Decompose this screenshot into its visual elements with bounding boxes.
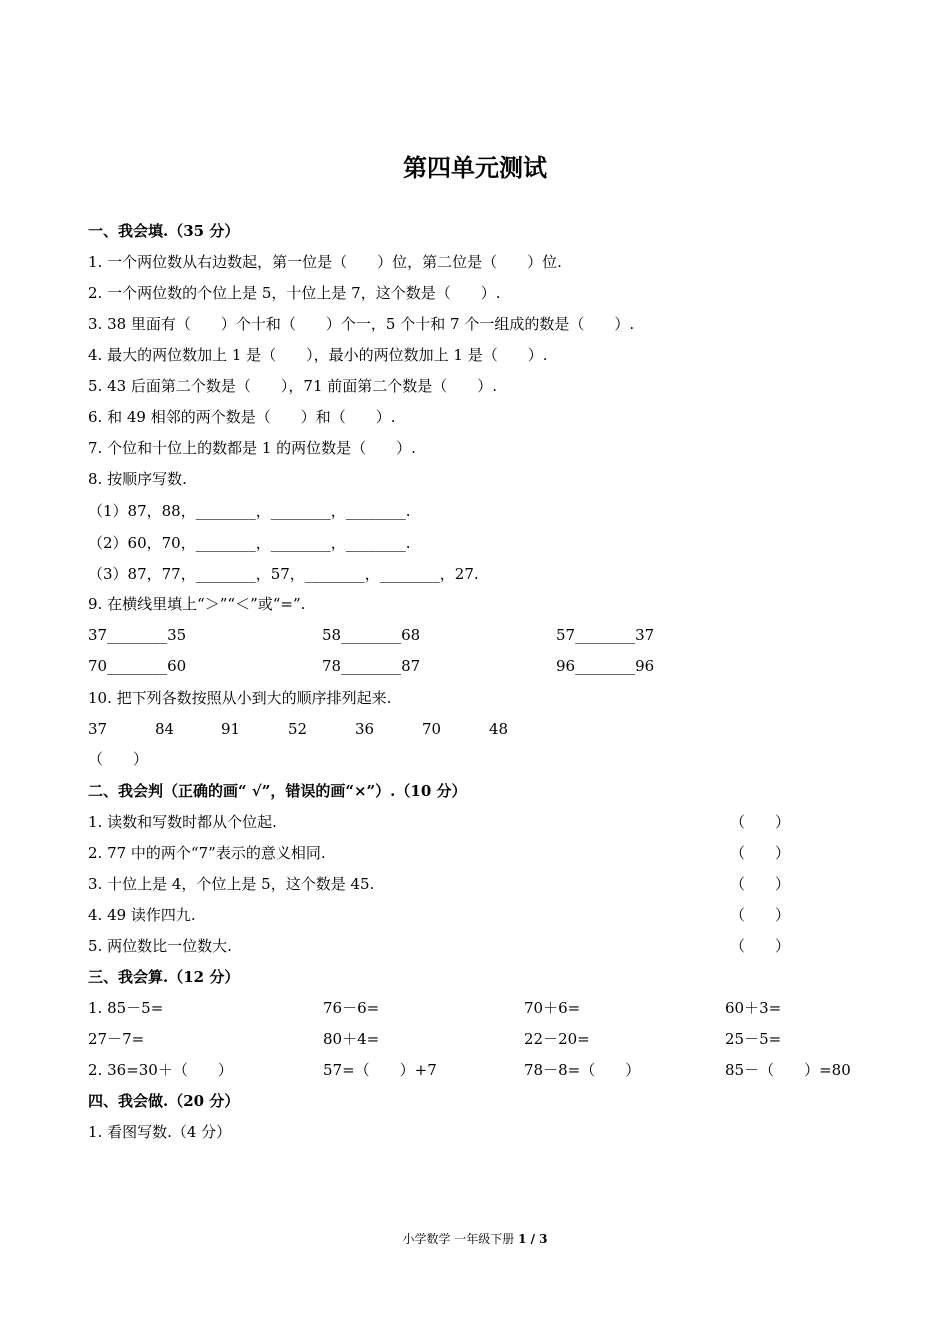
s1-question-4: 4. 最大的两位数加上 1 是（ ），最小的两位数加上 1 是（ ）. — [88, 346, 548, 364]
s1-question-1: 1. 一个两位数从右边数起，第一位是（ ）位，第二位是（ ）位. — [88, 253, 562, 271]
calc-item: 2. 36=30＋（ ） — [88, 1061, 233, 1079]
section-2-heading: 二、我会判（正确的画“ √”，错误的画“×”）.（10 分） — [88, 782, 467, 800]
calc-item: 25－5= — [725, 1030, 782, 1048]
footer-text: 小学数学 一年级下册 — [402, 1232, 519, 1246]
sort-answer-blank: （ ） — [88, 750, 149, 768]
calc-item: 60＋3= — [725, 999, 782, 1017]
s1-question-6: 6. 和 49 相邻的两个数是（ ）和（ ）. — [88, 408, 396, 426]
calc-item: 1. 85－5= — [88, 999, 164, 1017]
s1-question-3: 3. 38 里面有（ ）个十和（ ）个一，5 个十和 7 个一组成的数是（ ）. — [88, 315, 635, 333]
s4-question-1: 1. 看图写数.（4 分） — [88, 1123, 232, 1141]
sort-number: 91 — [221, 720, 241, 738]
s1-question-8: 8. 按顺序写数. — [88, 470, 187, 488]
compare-item: 96________96 — [556, 657, 655, 675]
compare-item: 70________60 — [88, 657, 187, 675]
s1-question-8-part-3: （3）87，77，________，57，________，________，27. — [88, 565, 479, 583]
page-title: 第四单元测试 — [403, 154, 547, 182]
calc-item: 22－20= — [524, 1030, 590, 1048]
sort-number: 36 — [355, 720, 375, 738]
judge-answer-blank: （ ） — [730, 875, 791, 893]
sort-number: 70 — [422, 720, 442, 738]
judge-answer-blank: （ ） — [730, 906, 791, 924]
s1-question-8-part-2: （2）60，70，________，________，________. — [88, 534, 411, 552]
s1-question-9: 9. 在横线里填上“＞”“＜”或“=”. — [88, 595, 306, 613]
s1-question-7: 7. 个位和十位上的数都是 1 的两位数是（ ）. — [88, 439, 416, 457]
section-1-heading: 一、我会填.（35 分） — [88, 222, 240, 240]
page-number: 1 / 3 — [518, 1232, 548, 1246]
judge-item: 5. 两位数比一位数大. — [88, 937, 232, 955]
compare-item: 57________37 — [556, 626, 655, 644]
section-3-heading: 三、我会算.（12 分） — [88, 968, 240, 986]
judge-answer-blank: （ ） — [730, 844, 791, 862]
s1-question-5: 5. 43 后面第二个数是（ ），71 前面第二个数是（ ）. — [88, 377, 498, 395]
judge-item: 4. 49 读作四九. — [88, 906, 196, 924]
judge-answer-blank: （ ） — [730, 813, 791, 831]
calc-item: 85－（ ）=80 — [725, 1061, 851, 1079]
sort-number: 48 — [489, 720, 509, 738]
s1-question-2: 2. 一个两位数的个位上是 5，十位上是 7，这个数是（ ）. — [88, 284, 501, 302]
compare-item: 58________68 — [322, 626, 421, 644]
compare-item: 78________87 — [322, 657, 421, 675]
judge-item: 2. 77 中的两个“7”表示的意义相同. — [88, 844, 326, 862]
calc-item: 57=（ ）+7 — [323, 1061, 437, 1079]
calc-item: 70＋6= — [524, 999, 581, 1017]
judge-answer-blank: （ ） — [730, 937, 791, 955]
calc-item: 80＋4= — [323, 1030, 380, 1048]
sort-number: 52 — [288, 720, 308, 738]
calc-item: 78－8=（ ） — [524, 1061, 641, 1079]
compare-item: 37________35 — [88, 626, 187, 644]
calc-item: 76－6= — [323, 999, 380, 1017]
sort-number: 37 — [88, 720, 108, 738]
calc-item: 27－7= — [88, 1030, 145, 1048]
s1-question-8-part-1: （1）87，88，________，________，________. — [88, 502, 411, 520]
s1-question-10: 10. 把下列各数按照从小到大的顺序排列起来. — [88, 689, 392, 707]
section-4-heading: 四、我会做.（20 分） — [88, 1092, 240, 1110]
judge-item: 3. 十位上是 4，个位上是 5，这个数是 45. — [88, 875, 375, 893]
sort-number: 84 — [155, 720, 175, 738]
judge-item: 1. 读数和写数时都从个位起. — [88, 813, 277, 831]
page-footer — [0, 1230, 950, 1247]
